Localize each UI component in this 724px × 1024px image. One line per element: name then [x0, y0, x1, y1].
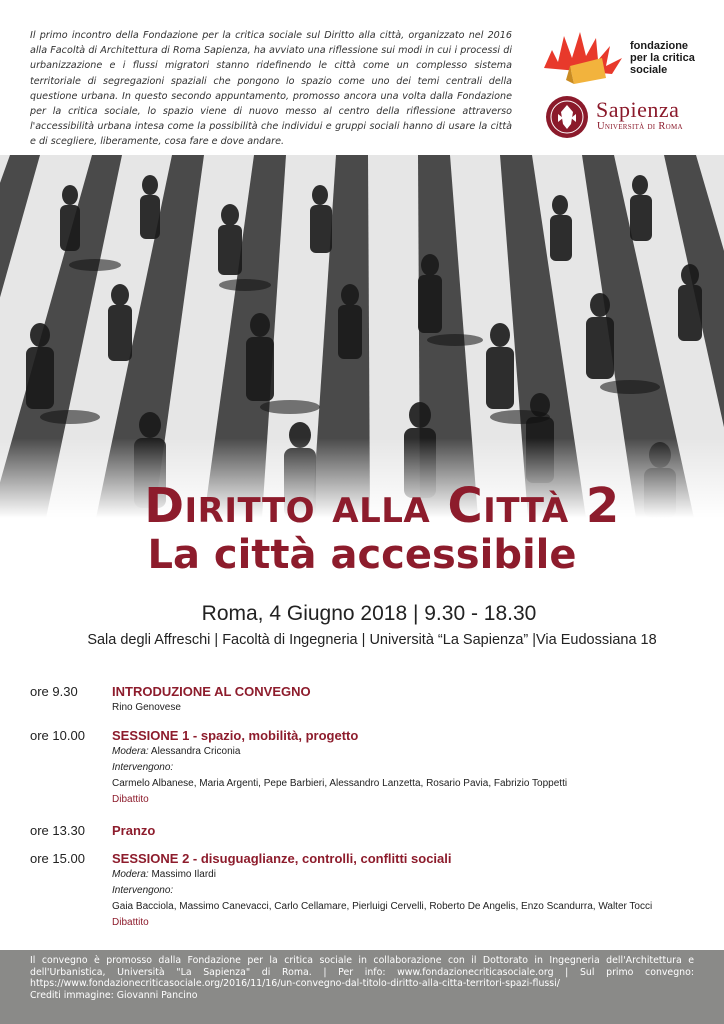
program-item-session-1 [30, 728, 567, 808]
fondazione-logo-line1: fondazione [630, 40, 689, 52]
program-item-intro [30, 684, 311, 716]
moderator-label: Modera: [112, 746, 149, 757]
session-title: INTRODUZIONE AL CONVEGNO [112, 684, 311, 699]
moderator-name: Massimo Ilardi [151, 869, 216, 880]
event-date-time: Roma, 4 Giugno 2018 | 9.30 - 18.30 [201, 602, 537, 625]
session-title: SESSIONE 1 - spazio, mobilità, progetto [112, 728, 359, 743]
fondazione-logo [540, 28, 710, 84]
footer-text: Il convegno è promosso dalla Fondazione per la critica sociale in collaborazione con il Dottorato in Ingegneria dell'Architettura e dell'Urbanistica, Università "La Sapienza" di Roma. | Per info: www.fondazionecriticasociale.org | Sul primo convegno: https://www.fondazionecriticasociale.org/2016/11/16/un-convegno-dal-titolo-diritto-alla-citta-territori-spazi-flussi/ [30, 955, 694, 989]
session-debate: Dibattito [112, 917, 149, 928]
footer-credits: Crediti immagine: Giovanni Pancino [30, 989, 198, 1001]
speakers-label: Intervengono: [112, 762, 174, 773]
footer [0, 950, 724, 1024]
session-title: Pranzo [112, 823, 156, 838]
subtitle: La città accessibile [147, 532, 577, 578]
session-speaker: Rino Genovese [112, 702, 181, 713]
fondazione-logo-line2: per la critica [630, 52, 695, 64]
session-time: ore 13.30 [30, 823, 85, 838]
session-time: ore 10.00 [30, 728, 85, 743]
program-item-lunch [30, 823, 155, 839]
sapienza-name: Sapienza [596, 97, 680, 122]
session-title: SESSIONE 2 - disuguaglianze, controlli, conflitti sociali [112, 851, 452, 866]
intro-paragraph: Il primo incontro della Fondazione per la critica sociale sul Diritto alla città, organizzato nel 2016 alla Facoltà di Architettura di Roma Sapienza, ha avviato una riflessione sui modi in cui i processi di urbanizzazione e i flussi migratori stanno ridefinendo le città come un complesso sistema territoriale di segregazioni spaziali che pongono lo spazio come uno dei temi centrali della questione urbana. In questo secondo appuntamento, promosso ancora una volta dalla Fondazione per la critica sociale, lo spazio viene di nuovo messo al centro della riflessione attraverso l'accessibilità urbana intesa come la possibilità che individui e gruppi sociali hanno di usare la città e di scegliere, liberamente, cosa fare e dove andare. [30, 30, 512, 148]
moderator-label: Modera: [112, 869, 149, 880]
sapienza-subtitle: Università di Roma [597, 121, 683, 132]
main-title: Diritto alla Città 2 [144, 478, 620, 534]
session-speakers: Carmelo Albanese, Maria Argenti, Pepe Barbieri, Alessandro Lanzetta, Rosario Pavia, Fabrizio Toppetti [112, 778, 568, 789]
speakers-label: Intervengono: [112, 885, 174, 896]
crosswalk-photo [0, 155, 724, 518]
crosswalk-photo-image [0, 155, 724, 518]
session-time: ore 15.00 [30, 851, 85, 866]
fondazione-logo-mark-icon [540, 28, 626, 84]
program-item-session-2 [30, 851, 652, 931]
fondazione-logo-text [630, 40, 710, 76]
session-debate: Dibattito [112, 794, 149, 805]
sapienza-seal-icon [544, 94, 590, 140]
session-speakers: Gaia Bacciola, Massimo Canevacci, Carlo Cellamare, Pierluigi Cervelli, Roberto De Angelis, Enzo Scandurra, Walter Tocci [112, 901, 653, 912]
session-time: ore 9.30 [30, 684, 78, 699]
fondazione-logo-line3: sociale [630, 64, 668, 76]
moderator-name: Alessandra Criconia [150, 746, 241, 757]
session-moderator [112, 867, 652, 883]
session-moderator [112, 744, 567, 760]
sapienza-logo [544, 94, 714, 140]
event-venue: Sala degli Affreschi | Facoltà di Ingegneria | Università “La Sapienza” |Via Eudossiana 18 [87, 632, 657, 648]
